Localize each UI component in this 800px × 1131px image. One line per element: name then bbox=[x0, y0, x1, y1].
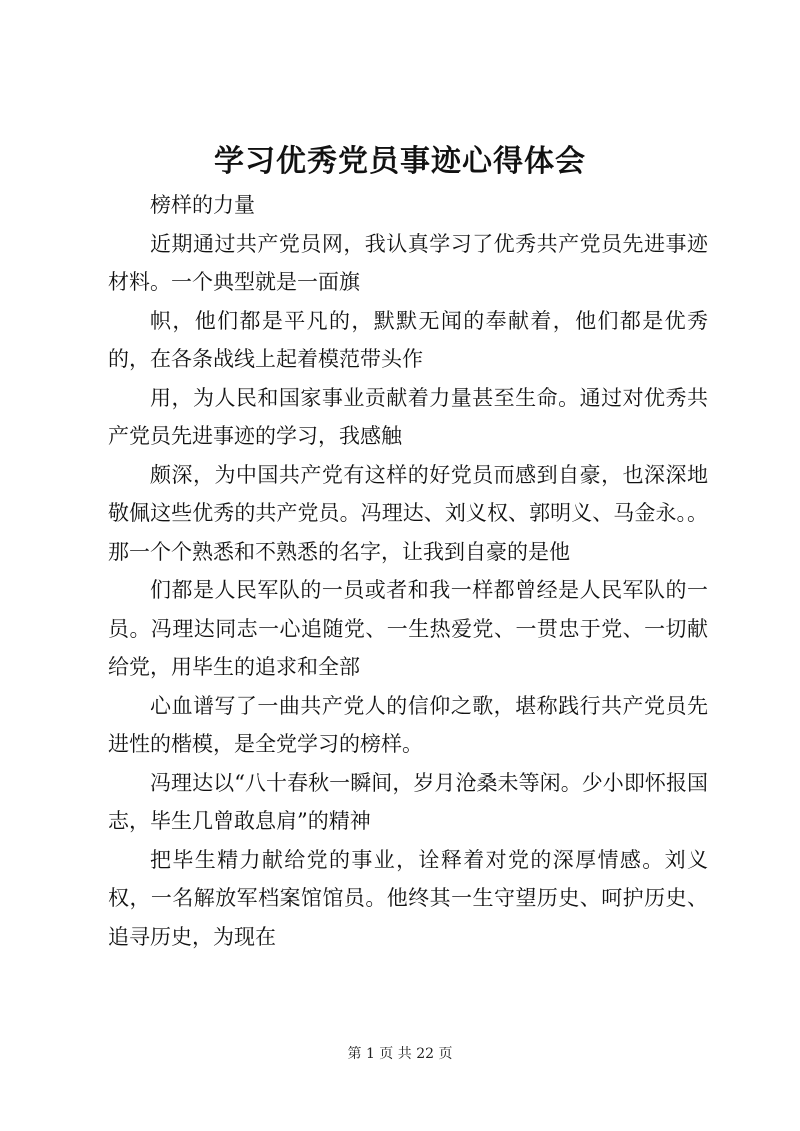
paragraph-9: 把毕生精力献给党的事业，诠释着对党的深厚情感。刘义权，一名解放军档案馆馆员。他终其一生守望历史、呵护历史、追寻历史，为现在 bbox=[108, 847, 708, 949]
paragraph-6: 们都是人民军队的一员或者和我一样都曾经是人民军队的一员。冯理达同志一心追随党、一生热爱党、一贯忠于党、一切献给党，用毕生的追求和全部 bbox=[108, 578, 708, 679]
paragraph-8: 冯理达以“八十春秋一瞬间，岁月沧桑未等闲。少小即怀报国志，毕生几曾敢息肩”的精神 bbox=[108, 770, 708, 833]
page-footer: 第 1 页 共 22 页 bbox=[347, 1046, 453, 1062]
document-body bbox=[108, 186, 708, 956]
document-title: 学习优秀党员事迹心得体会 bbox=[214, 144, 586, 179]
paragraph-4: 用，为人民和国家事业贡献着力量甚至生命。通过对优秀共产党员先进事迹的学习，我感触 bbox=[108, 385, 708, 448]
paragraph-2: 近期通过共产党员网，我认真学习了优秀共产党员先进事迹材料。一个典型就是一面旗 bbox=[108, 231, 708, 294]
paragraph-3: 帜，他们都是平凡的，默默无闻的奉献着，他们都是优秀的，在各条战线上起着模范带头作 bbox=[108, 308, 708, 371]
paragraph-7: 心血谱写了一曲共产党人的信仰之歌，堪称践行共产党员先进性的楷模，是全党学习的榜样。 bbox=[108, 693, 708, 756]
paragraph-5: 颇深，为中国共产党有这样的好党员而感到自豪，也深深地敬佩这些优秀的共产党员。冯理达、刘义权、郭明义、马金永。。那一个个熟悉和不熟悉的名字，让我到自豪的是他 bbox=[108, 462, 708, 564]
paragraph-1: 榜样的力量 bbox=[150, 193, 255, 217]
